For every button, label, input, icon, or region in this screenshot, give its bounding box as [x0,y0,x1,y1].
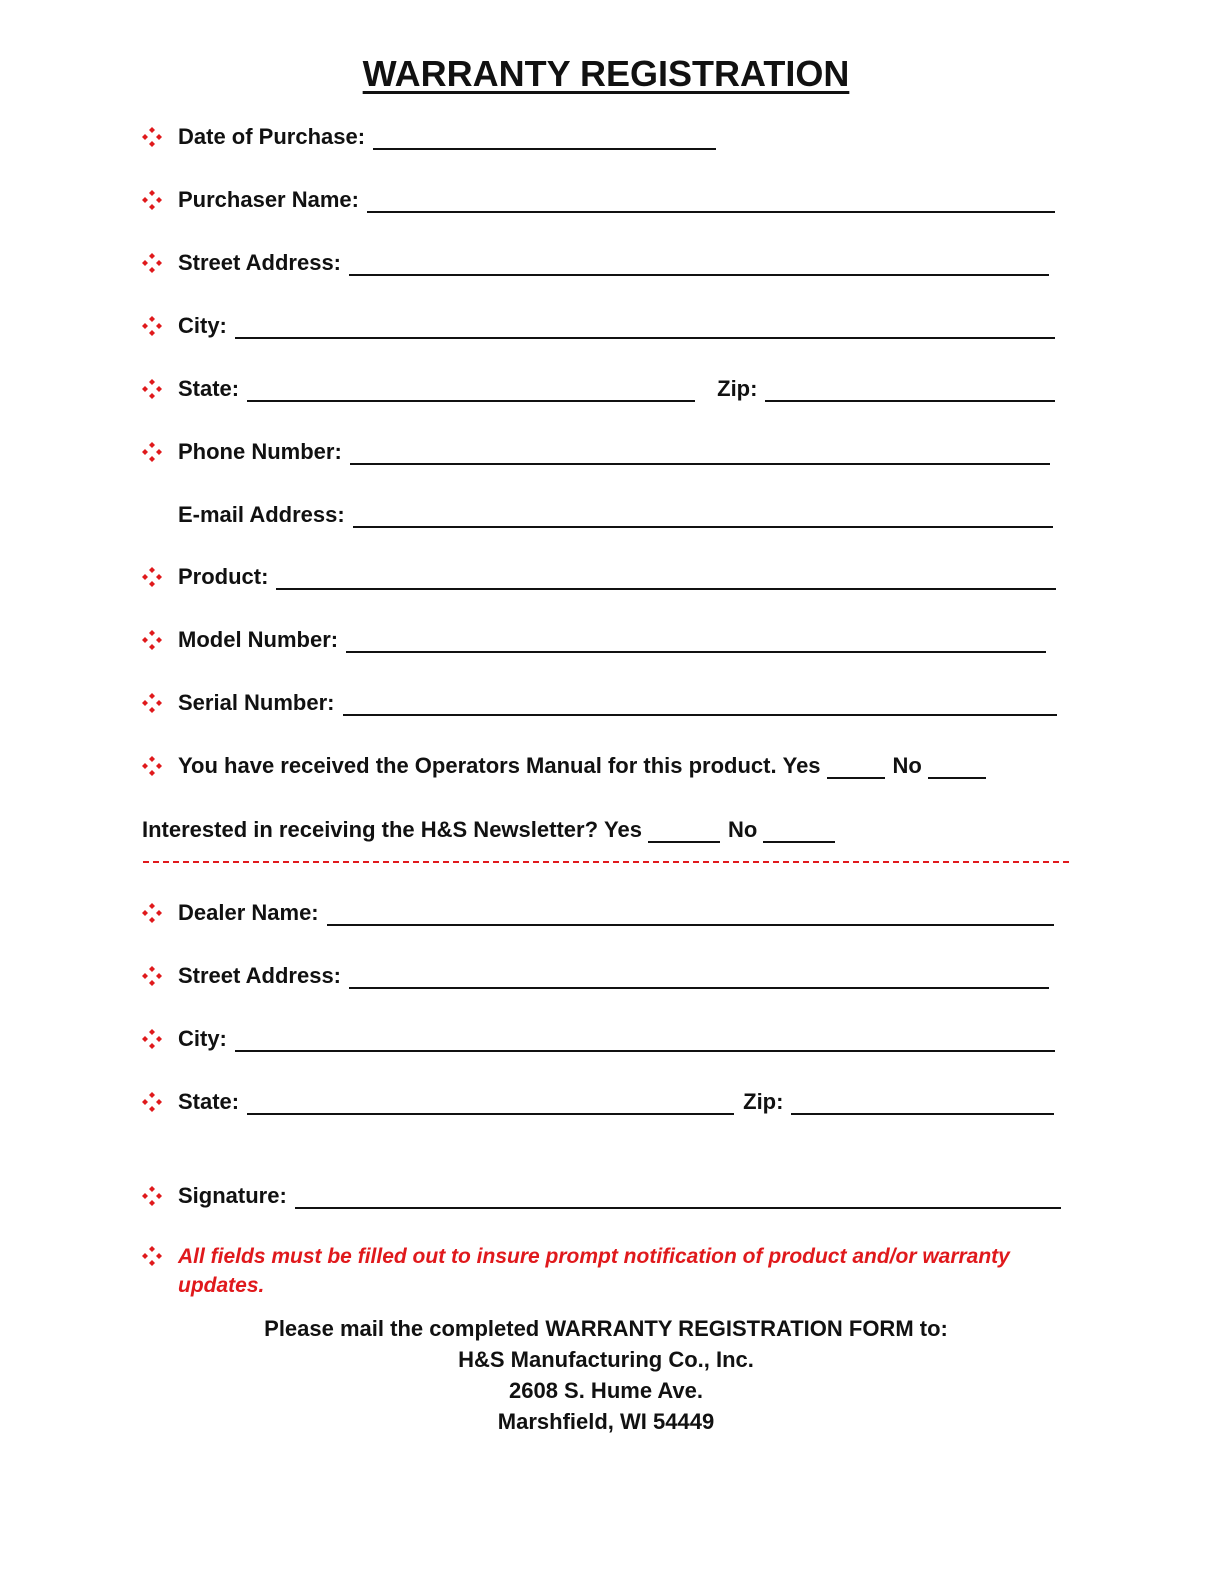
dealer-state-field[interactable] [247,1091,734,1115]
zip-label: Zip: [717,376,758,401]
state-zip-row [178,370,1055,402]
manual-question-row [178,747,986,779]
red-diamond-bullet-icon [141,755,163,777]
product-label: Product: [178,564,269,589]
date-of-purchase-row [178,118,716,150]
red-diamond-bullet-icon [141,1091,163,1113]
red-diamond-bullet-icon [141,378,163,400]
mailing-street: 2608 S. Hume Ave. [508,1378,704,1403]
red-diamond-bullet-icon [141,252,163,274]
mailing-block [0,1313,1212,1437]
signature-row [178,1177,1061,1209]
dealer-name-label: Dealer Name: [178,900,319,925]
purchaser-name-label: Purchaser Name: [178,187,359,212]
signature-field[interactable] [295,1185,1061,1209]
date-of-purchase-label: Date of Purchase: [178,124,366,149]
model-number-field[interactable] [346,629,1046,653]
street-address-field[interactable] [349,252,1049,276]
red-diamond-bullet-icon [141,126,163,148]
dealer-city-row [178,1020,1055,1052]
city-label: City: [178,313,227,338]
mailing-instruction: Please mail the completed WARRANTY REGISTRATION FORM to: [264,1316,948,1341]
manual-question-text: You have received the Operators Manual for this product. [178,753,777,778]
newsletter-no-label: No [727,817,758,842]
dealer-street-address-label: Street Address: [178,963,342,988]
dashed-divider [143,861,1069,863]
manual-no-field[interactable] [928,755,986,779]
red-diamond-bullet-icon [141,1028,163,1050]
dealer-state-zip-row [178,1083,1054,1115]
serial-number-row [178,684,1057,716]
red-diamond-bullet-icon [141,1245,163,1267]
dealer-city-label: City: [178,1026,227,1051]
purchaser-name-field[interactable] [367,189,1055,213]
dealer-zip-label: Zip: [743,1089,784,1114]
dealer-name-field[interactable] [327,902,1054,926]
city-field[interactable] [235,315,1055,339]
red-diamond-bullet-icon [141,189,163,211]
product-row [178,558,1056,590]
state-label: State: [178,376,240,401]
serial-number-label: Serial Number: [178,690,335,715]
form-title: WARRANTY REGISTRATION [362,53,850,94]
email-address-field[interactable] [353,504,1053,528]
product-field[interactable] [276,566,1056,590]
date-of-purchase-field[interactable] [373,126,716,150]
manual-yes-label: Yes [782,753,821,778]
mailing-city-state-zip: Marshfield, WI 54449 [497,1409,715,1434]
red-diamond-bullet-icon [141,566,163,588]
newsletter-no-field[interactable] [763,819,835,843]
newsletter-yes-label: Yes [604,817,642,842]
dealer-street-address-field[interactable] [349,965,1049,989]
phone-number-row [178,433,1050,465]
red-diamond-bullet-icon [141,1185,163,1207]
email-address-label: E-mail Address: [178,502,345,527]
serial-number-field[interactable] [343,692,1057,716]
required-fields-note: All fields must be filled out to insure prompt notification of product and/or warranty updates. [178,1245,1010,1297]
city-row [178,307,1055,339]
dealer-zip-field[interactable] [791,1091,1054,1115]
model-number-label: Model Number: [178,627,339,652]
email-address-row [178,496,1053,528]
purchaser-name-row [178,181,1055,213]
zip-field[interactable] [765,378,1055,402]
newsletter-question-row [142,811,835,843]
street-address-label: Street Address: [178,250,342,275]
dealer-city-field[interactable] [235,1028,1055,1052]
state-field[interactable] [247,378,695,402]
red-diamond-bullet-icon [141,315,163,337]
phone-number-field[interactable] [350,441,1050,465]
dealer-street-address-row [178,957,1049,989]
red-diamond-bullet-icon [141,902,163,924]
red-diamond-bullet-icon [141,965,163,987]
red-diamond-bullet-icon [141,441,163,463]
model-number-row [178,621,1046,653]
dealer-name-row [178,894,1054,926]
phone-number-label: Phone Number: [178,439,342,464]
newsletter-yes-field[interactable] [648,819,720,843]
red-diamond-bullet-icon [141,692,163,714]
newsletter-question-text: Interested in receiving the H&S Newsletter? [142,817,599,842]
red-diamond-bullet-icon [141,629,163,651]
dealer-state-label: State: [178,1089,240,1114]
street-address-row [178,244,1049,276]
mailing-company: H&S Manufacturing Co., Inc. [458,1347,754,1372]
manual-yes-field[interactable] [827,755,885,779]
signature-label: Signature: [178,1183,287,1208]
manual-no-label: No [892,753,922,778]
